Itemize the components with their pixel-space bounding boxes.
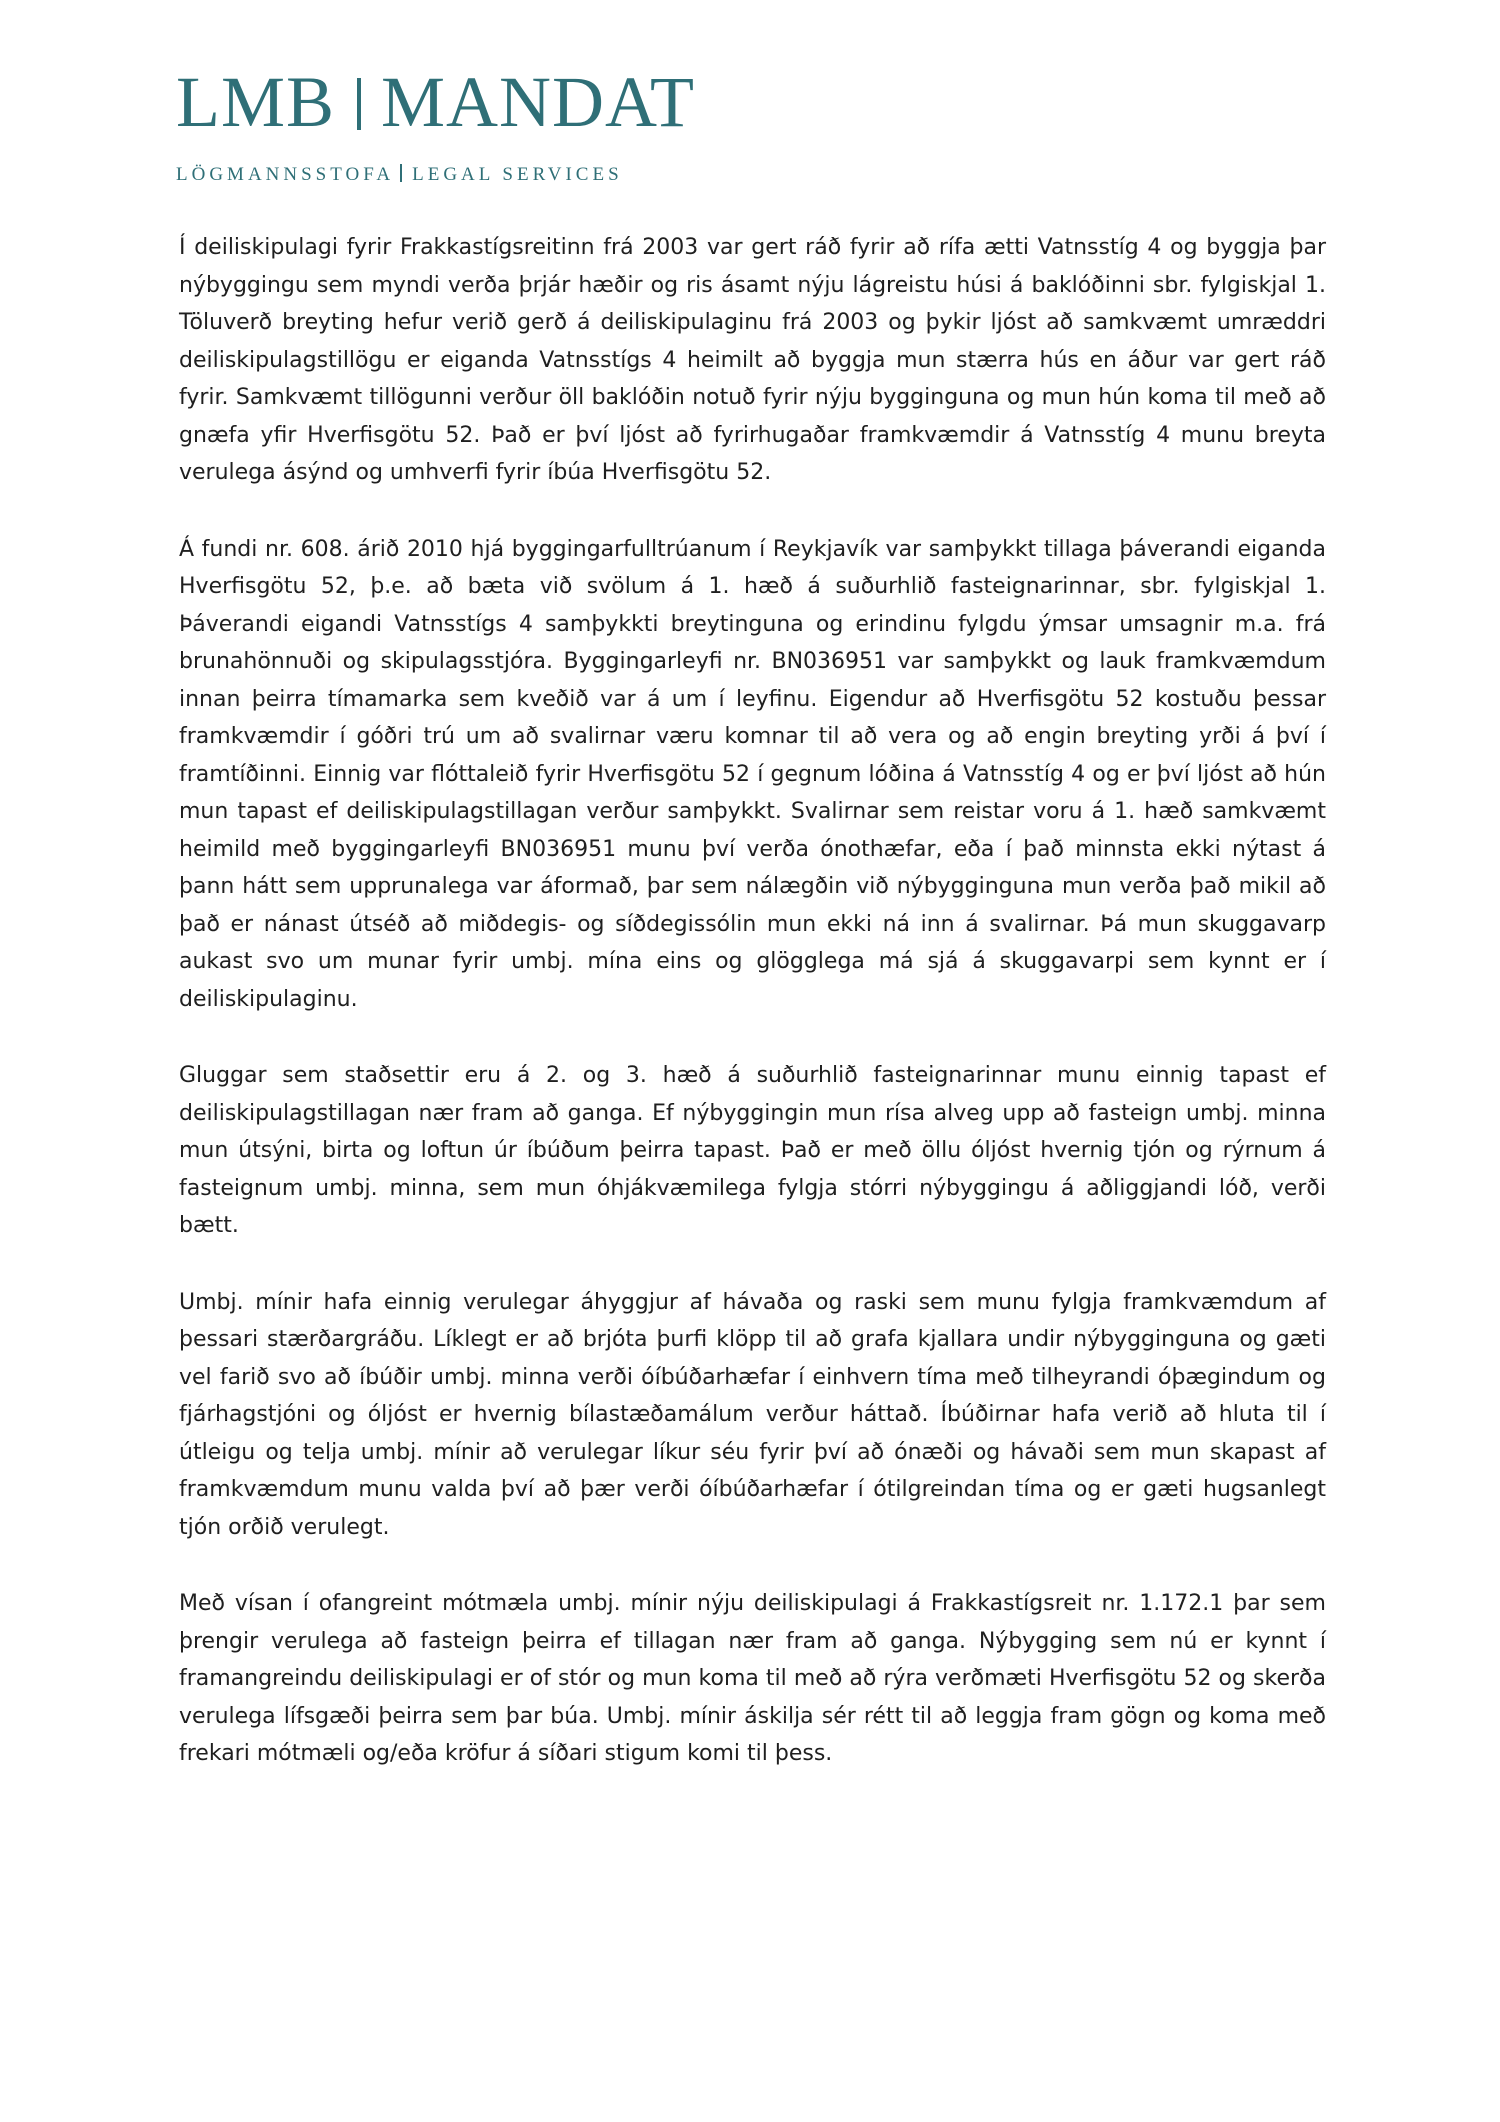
- paragraph-5: Með vísan í ofangreint mótmæla umbj. mínir nýju deiliskipulagi á Frakkastígsreit nr. 1.172.1 þar sem þrengir verulega að fasteign þeirra ef tillagan nær fram að ganga. Nýbygging sem nú er kynnt í framangreindu deiliskipulagi er of stór og mun koma til með að rýra verðmæti Hverfisgötu 52 og skerða verulega lífsgæði þeirra sem þar búa. Umbj. mínir áskilja sér rétt til að leggja fram gögn og koma með frekari mótmæli og/eða kröfur á síðari stigum komi til þess.: [179, 1591, 1326, 1766]
- paragraph-1: Í deiliskipulagi fyrir Frakkastígsreitinn frá 2003 var gert ráð fyrir að rífa ætti Vatnsstíg 4 og byggja þar nýbyggingu sem myndi verða þrjár hæðir og ris ásamt nýju lágreistu húsi á baklóðinni sbr. fylgiskjal 1. Töluverð breyting hefur verið gerð á deiliskipulaginu frá 2003 og þykir ljóst að samkvæmt umræddri deiliskipulagstillögu er eiganda Vatnsstígs 4 heimilt að byggja mun stærra hús en áður var gert ráð fyrir. Samkvæmt tillögunni verður öll baklóðin notuð fyrir nýju bygginguna og mun hún koma til með að gnæfa yfir Hverfisgötu 52. Það er því ljóst að fyrirhugaðar framkvæmdir á Vatnsstíg 4 munu breyta verulega ásýnd og umhverfi fyrir íbúa Hverfisgötu 52.: [179, 235, 1326, 485]
- logo-tagline-right: LEGAL SERVICES: [412, 164, 623, 185]
- logo-tagline: [176, 164, 695, 186]
- paragraph-3: Gluggar sem staðsettir eru á 2. og 3. hæð á suðurhlið fasteignarinnar munu einnig tapast ef deiliskipulagstillagan nær fram að ganga. Ef nýbyggingin mun rísa alveg upp að fasteign umbj. minna mun útsýni, birta og loftun úr íbúðum þeirra tapast. Það er með öllu óljóst hvernig tjón og rýrnum á fasteignum umbj. minna, sem mun óhjákvæmilega fylgja stórri nýbyggingu á aðliggjandi lóð, verði bætt.: [179, 1063, 1326, 1238]
- letterhead-logo: [176, 62, 695, 186]
- logo-tagline-divider: [400, 164, 402, 182]
- logo-tagline-left: LÖGMANNSSTOFA: [176, 164, 395, 185]
- logo-name-left: LMB: [176, 62, 336, 142]
- logo-wordmark: [176, 62, 695, 142]
- logo-divider: [357, 78, 361, 130]
- letter-body: [179, 229, 1326, 1812]
- paragraph-4: Umbj. mínir hafa einnig verulegar áhyggjur af hávaða og raski sem munu fylgja framkvæmdum af þessari stærðargráðu. Líklegt er að brjóta þurfi klöpp til að grafa kjallara undir nýbygginguna og gæti vel farið svo að íbúðir umbj. minna verði óíbúðarhæfar í einhvern tíma með tilheyrandi óþægindum og fjárhagstjóni og óljóst er hvernig bílastæðamálum verður háttað. Íbúðirnar hafa verið að hluta til í útleigu og telja umbj. mínir að verulegar líkur séu fyrir því að ónæði og hávaði sem mun skapast af framkvæmdum munu valda því að þær verði óíbúðarhæfar í ótilgreindan tíma og er gæti hugsanlegt tjón orðið verulegt.: [179, 1289, 1326, 1540]
- paragraph-2: Á fundi nr. 608. árið 2010 hjá byggingarfulltrúanum í Reykjavík var samþykkt tillaga þáverandi eiganda Hverfisgötu 52, þ.e. að bæta við svölum á 1. hæð á suðurhlið fasteignarinnar, sbr. fylgiskjal 1. Þáverandi eigandi Vatnsstígs 4 samþykkti breytinguna og erindinu fylgdu ýmsar umsagnir m.a. frá brunahönnuði og skipulagsstjóra. Byggingarleyfi nr. BN036951 var samþykkt og lauk framkvæmdum innan þeirra tímamarka sem kveðið var á um í leyfinu. Eigendur að Hverfisgötu 52 kostuðu þessar framkvæmdir í góðri trú um að svalirnar væru komnar til að vera og að engin breyting yrði á því í framtíðinni. Einnig var flóttaleið fyrir Hverfisgötu 52 í gegnum lóðina á Vatnsstíg 4 og er því ljóst að hún mun tapast ef deiliskipulagstillagan verður samþykkt. Svalirnar sem reistar voru á 1. hæð samkvæmt heimild með byggingarleyfi BN036951 munu því verða ónothæfar, eða í það minnsta ekki nýtast á þann hátt sem upprunalega var áformað, þar sem nálægðin við nýbygginguna mun verða það mikil að það er nánast útséð að miðdegis- og síðdegissólin mun ekki ná inn á svalirnar. Þá mun skuggavarp aukast svo um munar fyrir umbj. mína eins og glögglega má sjá á skuggavarpi sem kynnt er í deiliskipulaginu.: [179, 536, 1326, 1012]
- logo-name-right: MANDAT: [381, 62, 696, 142]
